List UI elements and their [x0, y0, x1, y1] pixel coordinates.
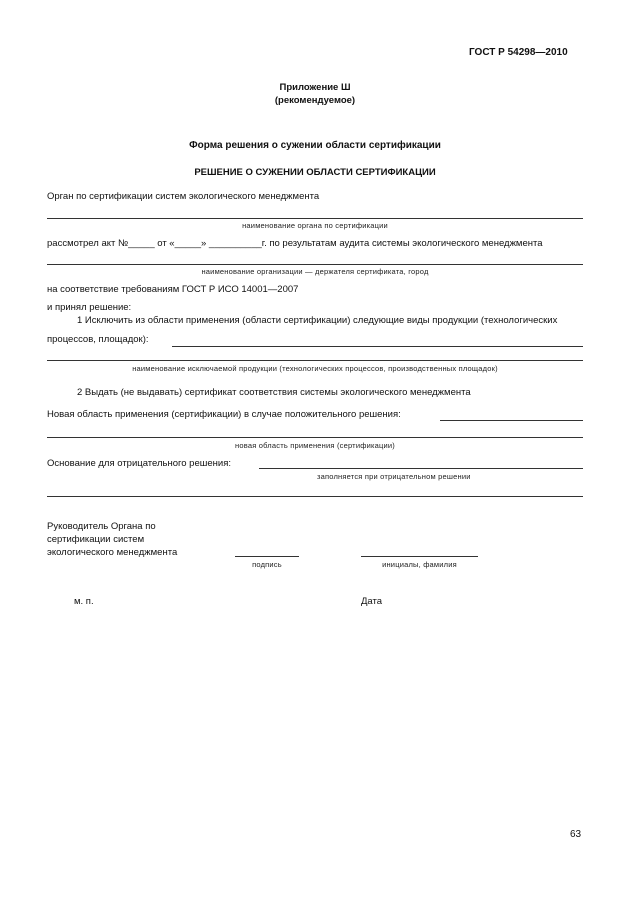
appendix-title: Приложение Ш	[279, 82, 351, 93]
org-line[interactable]	[47, 218, 583, 219]
reason-line-1[interactable]	[259, 468, 583, 469]
reason-label: Основание для отрицательного решения:	[47, 458, 231, 469]
holder-caption: наименование организации — держателя сертификата, город	[201, 267, 429, 276]
standard-number: ГОСТ Р 54298—2010	[469, 47, 568, 58]
stamp-label: м. п.	[74, 596, 94, 607]
new-scope-label: Новая область применения (сертификации) в случае положительного решения:	[47, 409, 401, 420]
item-1-cont: процессов, площадок):	[47, 334, 149, 345]
reason-caption: заполняется при отрицательном решении	[317, 472, 471, 481]
products-line-2[interactable]	[47, 360, 583, 361]
appendix-subtitle: (рекомендуемое)	[274, 95, 356, 106]
requirements-line: на соответствие требованиям ГОСТ Р ИСО 14001—2007	[47, 284, 299, 295]
name-line[interactable]	[361, 556, 478, 557]
decision-label: и принял решение:	[47, 302, 132, 313]
signatory-role-line-1: Руководитель Органа по	[47, 521, 156, 532]
signatory-role-line-2: сертификации систем	[47, 534, 145, 545]
form-heading: РЕШЕНИЕ О СУЖЕНИИ ОБЛАСТИ СЕРТИФИКАЦИИ	[194, 167, 436, 178]
name-caption: инициалы, фамилия	[382, 560, 457, 569]
form-title: Форма решения о сужении области сертификации	[189, 140, 441, 151]
item-1-text: 1 Исключить из области применения (области сертификации) следующие виды продукции (технологических	[77, 315, 558, 326]
holder-line[interactable]	[47, 264, 583, 265]
item-2-text: 2 Выдать (не выдавать) сертификат соответствия системы экологического менеджмента	[77, 387, 471, 398]
page-number: 63	[570, 829, 582, 840]
org-caption: наименование органа по сертификации	[242, 221, 388, 230]
org-label: Орган по сертификации систем экологического менеджмента	[47, 191, 320, 202]
products-caption: наименование исключаемой продукции (технологических процессов, производственных площадок)	[132, 364, 498, 373]
new-scope-line-1[interactable]	[440, 420, 583, 421]
signatory-role-line-3: экологического менеджмента	[47, 547, 178, 558]
signature-line[interactable]	[235, 556, 299, 557]
date-label: Дата	[361, 596, 383, 607]
reason-line-2[interactable]	[47, 496, 583, 497]
act-line[interactable]: рассмотрел акт №_____ от «_____» __________г. по результатам аудита системы экологического менеджмента	[47, 238, 543, 249]
new-scope-caption: новая область применения (сертификации)	[235, 441, 395, 450]
products-line-1[interactable]	[172, 346, 583, 347]
signature-caption: подпись	[252, 560, 282, 569]
new-scope-line-2[interactable]	[47, 437, 583, 438]
